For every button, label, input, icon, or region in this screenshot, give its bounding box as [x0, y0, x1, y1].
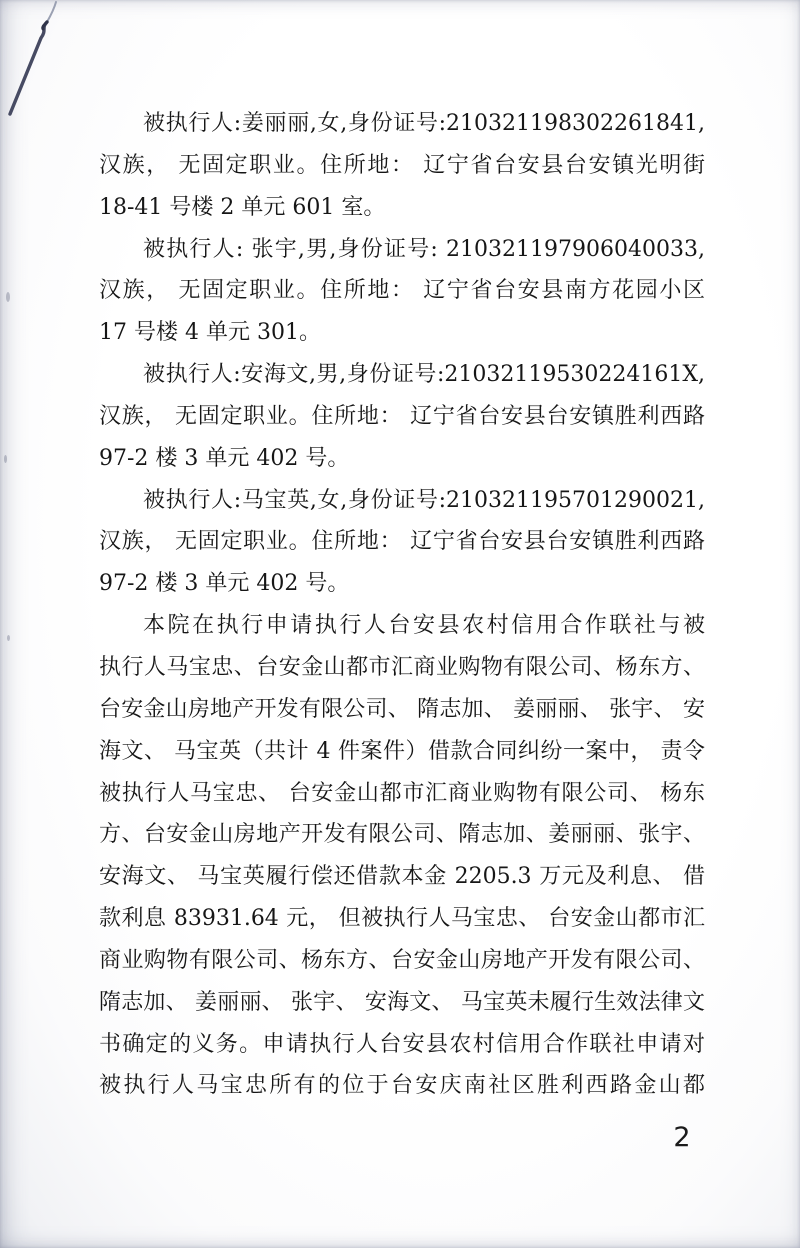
paragraph	[99, 354, 705, 480]
text-line: 汉族， 无固定职业。住所地： 辽宁省台安县台安镇光明街	[99, 152, 705, 178]
text-line: 97-2 楼 3 单元 402 号。	[99, 445, 350, 471]
text-line: 被执行人马宝忠、 台安金山都市汇商业购物有限公司、 杨东	[99, 780, 705, 806]
text-line: 执行人马宝忠、台安金山都市汇商业购物有限公司、杨东方、	[99, 654, 705, 680]
text-line: 书确定的义务。申请执行人台安县农村信用合作联社申请对	[99, 1031, 705, 1057]
text-line: 本院在执行申请执行人台安县农村信用合作联社与被	[143, 613, 705, 639]
scan-speck	[6, 292, 10, 302]
text-line: 方、台安金山房地产开发有限公司、隋志加、姜丽丽、张宇、	[99, 822, 705, 848]
text-line: 17 号楼 4 单元 301。	[99, 320, 321, 346]
text-line: 18-41 号楼 2 单元 601 室。	[99, 194, 386, 220]
text-line: 台安金山房地产开发有限公司、 隋志加、 姜丽丽、 张宇、 安	[99, 696, 705, 722]
page-number: 2	[673, 1122, 691, 1153]
paragraph	[99, 480, 705, 606]
text-line: 汉族， 无固定职业。住所地： 辽宁省台安县台安镇胜利西路	[99, 403, 705, 429]
paragraph	[99, 605, 705, 1107]
text-line: 款利息 83931.64 元， 但被执行人马宝忠、 台安金山都市汇	[99, 906, 705, 932]
paragraph	[99, 103, 705, 229]
text-line: 被执行人:姜丽丽,女,身份证号:210321198302261841,	[143, 111, 705, 136]
text-line: 安海文、 马宝英履行偿还借款本金 2205.3 万元及利息、 借	[99, 864, 705, 890]
text-line: 被执行人:马宝英,女,身份证号:210321195701290021,	[143, 487, 705, 513]
text-line: 97-2 楼 3 单元 402 号。	[99, 571, 350, 597]
text-line: 被执行人马宝忠所有的位于台安庆南社区胜利西路金山都	[99, 1073, 705, 1099]
paragraph	[99, 229, 705, 355]
scan-speck	[7, 635, 10, 641]
text-line: 被执行人:安海文,男,身份证号:21032119530224161X,	[143, 362, 705, 388]
text-line: 海文、 马宝英（共计 4 件案件）借款合同纠纷一案中， 责令	[99, 738, 705, 764]
scan-speck	[4, 455, 7, 463]
text-line: 汉族， 无固定职业。住所地： 辽宁省台安县台安镇胜利西路	[99, 529, 705, 555]
document-text	[99, 103, 705, 1107]
text-line: 汉族， 无固定职业。住所地： 辽宁省台安县南方花园小区	[99, 278, 705, 304]
text-line: 隋志加、 姜丽丽、 张宇、 安海文、 马宝英未履行生效法律文	[99, 989, 705, 1015]
text-line: 商业购物有限公司、杨东方、台安金山房地产开发有限公司、	[99, 947, 705, 973]
text-line: 被执行人: 张宇,男,身份证号: 210321197906040033,	[143, 236, 705, 262]
